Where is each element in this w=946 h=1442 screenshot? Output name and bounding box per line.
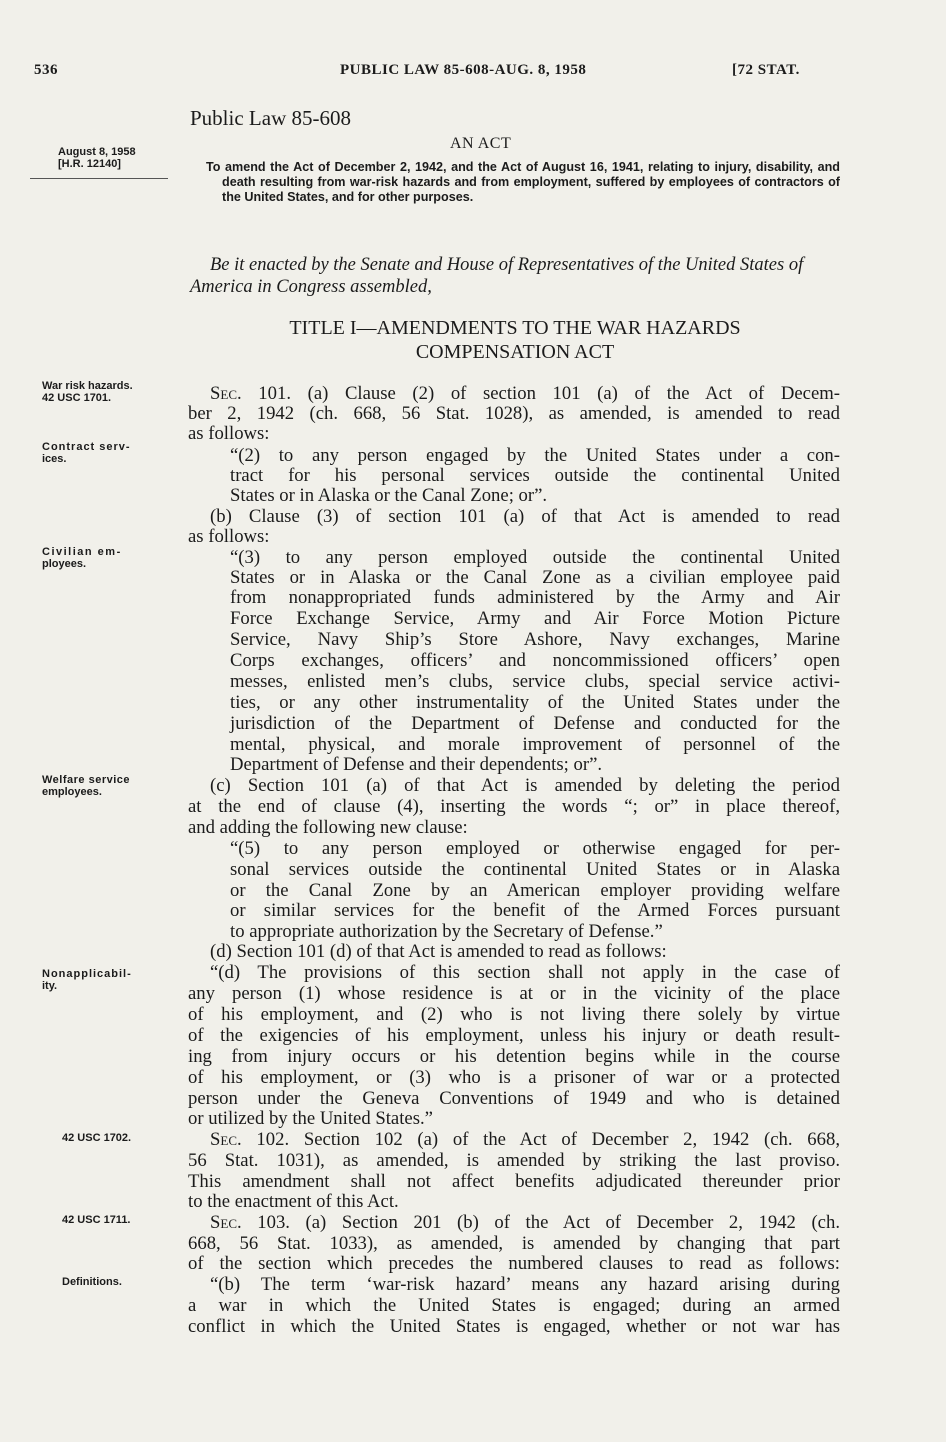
body-line: “(3) to any person employed outside the continental United [230,547,840,568]
body-line: messes, enlisted men’s clubs, service clubs, special service activi- [230,671,840,692]
body-line: to appropriate authorization by the Secretary of Defense.” [230,921,663,942]
body-line: jurisdiction of the Department of Defense and conducted for the [230,713,840,734]
body-line: ing from injury occurs or his detention begins while in the course [188,1046,840,1067]
section-abbrev: Sec. [210,383,242,404]
body-line: tract for his personal services outside the continental United [230,465,840,486]
margin-note-nonapplicability [42,968,132,992]
body-line: ber 2, 1942 (ch. 668, 56 Stat. 1028), as amended, is amended to read [188,403,840,424]
body-line: “(d) The provisions of this section shall not apply in the case of [210,962,840,983]
margin-note-line: Contract serv- [42,441,131,453]
margin-note-civilian-employees [42,546,122,570]
margin-note-line: Nonapplicabil- [42,968,132,980]
act-heading: AN ACT [450,135,512,152]
body-line: (d) Section 101 (d) of that Act is amended to read as follows: [210,941,667,962]
body-line [210,1213,840,1233]
margin-note-line: ity. [42,980,58,992]
body-line: Corps exchanges, officers’ and noncommissioned officers’ open [230,650,840,671]
body-line: of his employment, and (2) who is not living there solely by virtue [188,1004,840,1025]
body-line: (c) Section 101 (a) of that Act is amended by deleting the period [210,775,840,796]
running-title: PUBLIC LAW 85-608-AUG. 8, 1958 [340,62,587,78]
body-line: States or in Alaska or the Canal Zone as a civilian employee paid [230,567,840,588]
body-line: “(2) to any person engaged by the United States under a con- [230,445,840,466]
body-line: sonal services outside the continental United States or in Alaska [230,859,840,880]
body-line [210,384,840,404]
margin-note-usc-1702: 42 USC 1702. [62,1132,132,1144]
margin-note-line: ices. [42,453,67,465]
public-law-title: Public Law 85-608 [190,106,351,130]
margin-date-note [58,146,136,170]
margin-note-line: Welfare service [42,774,131,786]
body-line: ties, or any other instrumentality of the United States under the [230,692,840,713]
body-line: and adding the following new clause: [188,817,468,838]
margin-note-war-risk [42,380,133,404]
body-line: to the enactment of this Act. [188,1191,399,1212]
body-line: “(b) The term ‘war-risk hazard’ means any hazard arising during [210,1274,840,1295]
body-line: or similar services for the benefit of the Armed Forces pursuant [230,900,840,921]
margin-note-usc-1711: 42 USC 1711. [62,1214,131,1226]
title-heading-line-2: COMPENSATION ACT [415,341,615,363]
act-purpose: To amend the Act of December 2, 1942, and the Act of August 16, 1941, relating to injury, disability, and death resulting from war-risk hazards and from employment, suffered by employees of contractors of the United States, and for other purposes. [206,160,840,205]
margin-note-contract-services [42,441,131,465]
body-line: from nonappropriated funds administered by the Army and Air [230,587,840,608]
margin-note-welfare-service [42,774,130,798]
margin-note-line: Civilian em- [42,546,122,558]
body-line-text: 102. Section 102 (a) of the Act of December 2, 1942 (ch. 668, [241,1129,840,1150]
body-line: of his employment, or (3) who is a prisoner of war or a protected [188,1067,840,1088]
body-line: Force Exchange Service, Army and Air Force Motion Picture [230,608,840,629]
body-line: (b) Clause (3) of section 101 (a) of that Act is amended to read [210,506,840,527]
body-line: of the section which precedes the numbered clauses to read as follows: [188,1253,840,1274]
body-line: a war in which the United States is engaged; during an armed [188,1295,840,1316]
body-line: This amendment shall not affect benefits adjudicated thereunder prior [188,1171,840,1192]
body-line: of the exigencies of his employment, unless his injury or death result- [188,1025,840,1046]
approval-date: August 8, 1958 [58,146,136,158]
statute-volume-ref: [72 STAT. [732,62,800,78]
body-line: any person (1) whose residence is at or in the vicinity of the place [188,983,840,1004]
enacting-clause: Be it enacted by the Senate and House of Representatives of the United States of America in Congress assembled, [190,255,804,297]
body-line [210,1130,840,1150]
margin-rule [30,178,168,179]
margin-note-line: War risk hazards. [42,380,133,392]
margin-note-definitions: Definitions. [62,1276,122,1288]
body-line: Service, Navy Ship’s Store Ashore, Navy exchanges, Marine [230,629,840,650]
body-line: or the Canal Zone by an American employer providing welfare [230,880,840,901]
page-number: 536 [34,62,58,78]
body-line-text: 103. (a) Section 201 (b) of the Act of December 2, 1942 (ch. [241,1212,840,1233]
body-line: as follows: [188,423,270,444]
body-line: person under the Geneva Conventions of 1949 and who is detained [188,1088,840,1109]
body-line: at the end of clause (4), inserting the words “; or” in place thereof, [188,796,840,817]
section-abbrev: Sec. [210,1212,242,1233]
body-line: 56 Stat. 1031), as amended, is amended by striking the last proviso. [188,1150,840,1171]
title-heading-line-1: TITLE I—AMENDMENTS TO THE WAR HAZARDS [289,317,741,339]
body-line: 668, 56 Stat. 1033), as amended, is amended by changing that part [188,1233,840,1254]
running-header [0,62,946,82]
body-line-text: 101. (a) Clause (2) of section 101 (a) of the Act of Decem- [241,383,840,404]
margin-note-line: 42 USC 1701. [42,392,112,404]
margin-note-line: ployees. [42,558,87,570]
body-line: conflict in which the United States is engaged, whether or not war has [188,1316,840,1337]
body-line: or utilized by the United States.” [188,1108,433,1129]
title-heading [190,316,840,364]
body-line: as follows: [188,526,270,547]
body-line: Department of Defense and their dependents; or”. [230,754,603,775]
bill-number: [H.R. 12140] [58,158,121,170]
body-line: “(5) to any person employed or otherwise engaged for per- [230,838,840,859]
section-abbrev: Sec. [210,1129,242,1150]
body-line: States or in Alaska or the Canal Zone; or”. [230,485,548,506]
body-line: mental, physical, and morale improvement of personnel of the [230,734,840,755]
margin-note-line: employees. [42,786,102,798]
